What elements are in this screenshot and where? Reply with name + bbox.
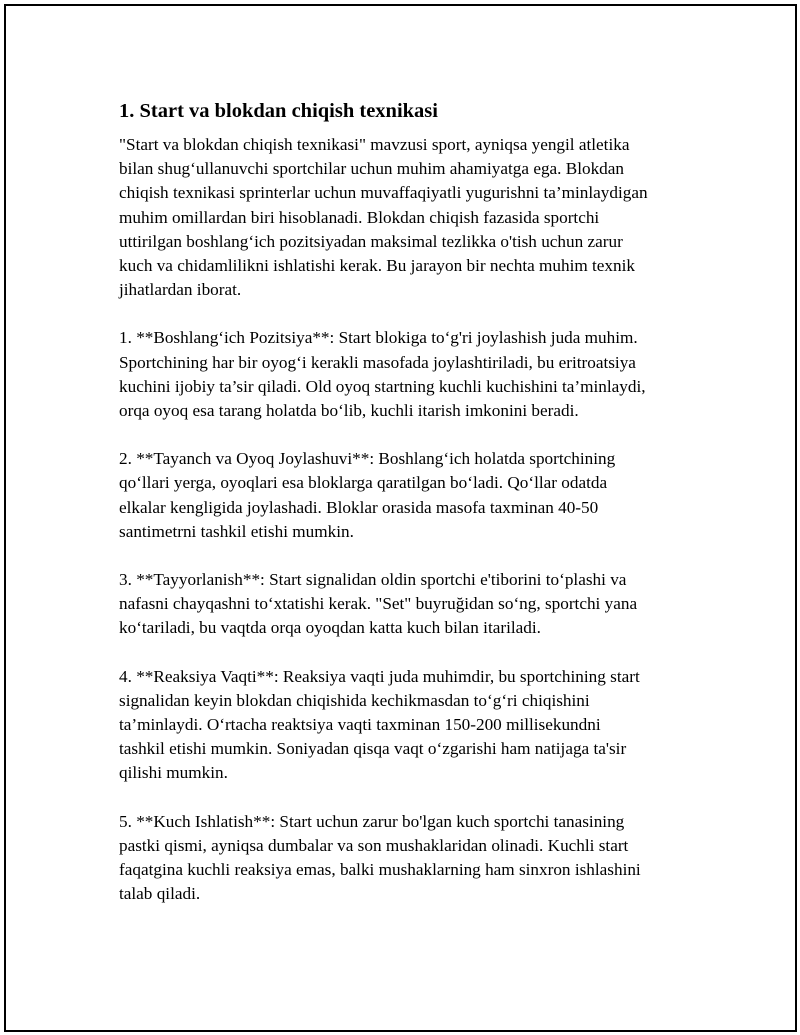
text-line: 2. **Tayanch va Oyoq Joylashuvi**: Boshlang‘ich holatda sportchining <box>119 449 616 469</box>
text-line: bilan shug‘ullanuvchi sportchilar uchun muhim ahamiyatga ega. Blokdan <box>119 159 625 179</box>
paragraph-kuch-ishlatish <box>119 810 699 907</box>
text-line: jihatlardan iborat. <box>119 280 242 300</box>
text-line: kuch va chidamlilikni ishlatishi kerak. Bu jarayon bir nechta muhim texnik <box>119 256 635 276</box>
text-line: qilishi mumkin. <box>119 763 228 783</box>
text-line: pastki qismi, ayniqsa dumbalar va son mushaklaridan olinadi. Kuchli start <box>119 835 629 855</box>
text-line: santimetrni tashkil etishi mumkin. <box>119 521 354 541</box>
text-line: 4. **Reaksiya Vaqti**: Reaksiya vaqti juda muhimdir, bu sportchining start <box>119 666 640 686</box>
text-line: 3. **Tayyorlanish**: Start signalidan oldin sportchi e'tiborini to‘plashi va <box>119 570 627 590</box>
text-line: talab qiladi. <box>119 884 201 904</box>
text-line: "Start va blokdan chiqish texnikasi" mavzusi sport, ayniqsa yengil atletika <box>119 135 630 154</box>
text-line: Sportchining har bir oyog‘i kerakli masofada joylashtiriladi, bu eritroatsiya <box>119 352 636 372</box>
text-line: muhim omillardan biri hisoblanadi. Blokdan chiqish fazasida sportchi <box>119 207 600 227</box>
text-line: orqa oyoq esa tarang holatda bo‘lib, kuchli itarish imkonini beradi. <box>119 401 579 421</box>
document-title: 1. Start va blokdan chiqish texnikasi <box>119 100 438 122</box>
text-line: chiqish texnikasi sprinterlar uchun muvaffaqiyatli yugurishni ta’minlaydigan <box>119 183 648 203</box>
text-line: ta’minlaydi. O‘rtacha reaktsiya vaqti taxminan 150-200 millisekundni <box>119 715 601 735</box>
paragraph-tayyorlanish <box>119 568 699 641</box>
text-line: elkalar kengligida joylashadi. Bloklar orasida masofa taxminan 40-50 <box>119 497 599 517</box>
paragraph-reaksiya-vaqti <box>119 665 699 786</box>
text-line: 1. **Boshlang‘ich Pozitsiya**: Start blokiga to‘g'ri joylashish juda muhim. <box>119 328 638 348</box>
text-line: nafasni chayqashni to‘xtatishi kerak. "Set" buyruğidan so‘ng, sportchi yana <box>119 594 638 614</box>
text-line: faqatgina kuchli reaksiya emas, balki mushaklarning ham sinxron ishlashini <box>119 860 641 880</box>
intro-paragraph <box>119 133 699 302</box>
text-line: uttirilgan boshlang‘ich pozitsiyadan maksimal tezlikka o'tish uchun zarur <box>119 231 623 251</box>
document-body <box>119 96 699 930</box>
text-line: tashkil etishi mumkin. Soniyadan qisqa vaqt o‘zgarishi ham natijaga ta'sir <box>119 739 627 759</box>
paragraph-boshlangich-pozitsiya <box>119 326 699 423</box>
paragraph-tayanch-oyoq <box>119 447 699 544</box>
text-line: kuchini ijobiy ta’sir qiladi. Old oyoq startning kuchli kuchishini ta’minlaydi, <box>119 376 646 396</box>
text-line: signalidan keyin blokdan chiqishida kechikmasdan to‘g‘ri chiqishini <box>119 690 590 710</box>
text-line: 5. **Kuch Ishlatish**: Start uchun zarur bo'lgan kuch sportchi tanasining <box>119 811 625 831</box>
page-frame <box>4 4 797 1032</box>
text-line: ko‘tariladi, bu vaqtda orqa oyoqdan katta kuch bilan itariladi. <box>119 618 541 638</box>
text-line: qo‘llari yerga, oyoqlari esa bloklarga qaratilgan bo‘ladi. Qo‘llar odatda <box>119 473 608 493</box>
